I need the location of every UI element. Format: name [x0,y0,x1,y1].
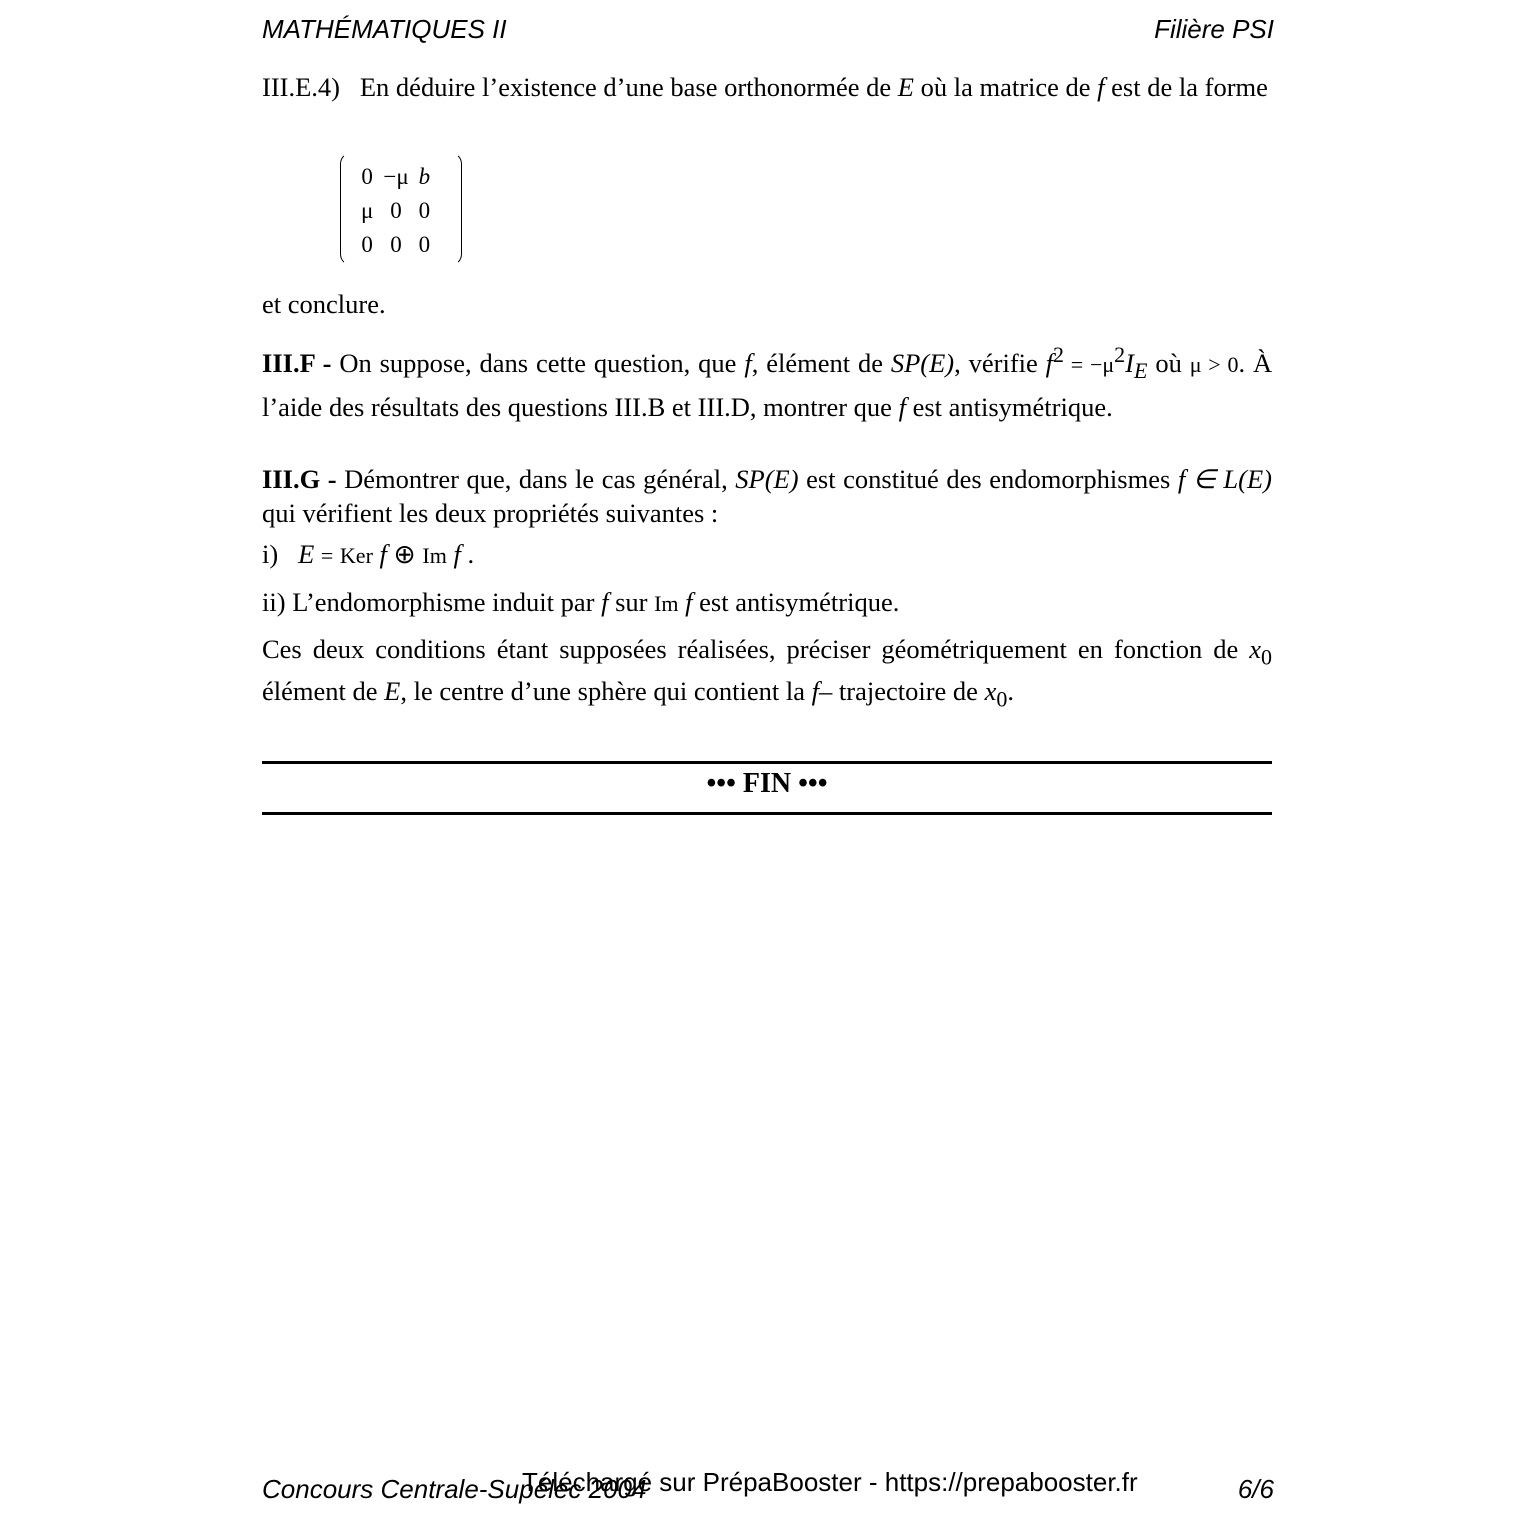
page-number: 6/6 [1237,1474,1274,1504]
top-divider [262,761,1272,764]
left-paren [340,152,353,266]
question-g: III.G - Démontrer que, dans le cas général, SP(E) est constitué des endomorphismes f ∈ L(E) qui vérifient les deux propriétés suivantes : [262,464,1272,528]
matrix [340,152,462,268]
question-f: III.F - On suppose, dans cette question, que f, élément de SP(E), vérifie $f^2 = -\mu^2I_E$ où μ > 0. À l’aide des résultats des questions III.B et III.D, montrer que f est antisymétrique. [262,342,1273,423]
matrix-cell: b [418,164,431,189]
conclude-text: et conclure. [262,289,386,319]
download-watermark: Téléchargé sur PrépaBooster - https://prepabooster.fr [522,1467,1138,1497]
question-label: III.E.4) [262,72,340,102]
matrix-cell: 0 [361,164,373,189]
matrix-cell: 0 [361,232,373,257]
matrix-body [356,160,435,262]
final-question: Ces deux conditions étant supposées réalisées, préciser géométriquement en fonction de $x_0$ élément de E, le centre d’une sphère qui contient la f– trajectoire de $x_0$. [262,634,1272,712]
end-marker: ••• FIN ••• [706,768,828,799]
matrix-cell: μ [361,198,374,223]
matrix-cell: 0 [390,232,402,257]
matrix-cell: 0 [418,232,431,257]
matrix-cell: 0 [418,198,431,223]
question-label: III.G - [262,464,337,494]
page-header [262,14,1274,45]
question-e4: III.E.4) En déduire l’existence d’une base orthonormée de E où la matrice de f est de la forme [262,72,1268,102]
condition-i: i) E = Ker f ⊕ Im f . [262,539,475,569]
condition-ii: ii) L’endomorphisme induit par f sur Im f est antisymétrique. [262,587,900,617]
track-title: Filière PSI [1154,14,1274,44]
matrix-cell: 0 [390,198,402,223]
question-label: III.F - [262,347,332,378]
exam-name: Concours Centrale-Supélec 2004 [262,1474,647,1504]
subject-title: MATHÉMATIQUES II [262,14,507,44]
matrix-cell: −μ [383,164,409,189]
right-paren [449,152,462,266]
bottom-divider [262,812,1272,815]
